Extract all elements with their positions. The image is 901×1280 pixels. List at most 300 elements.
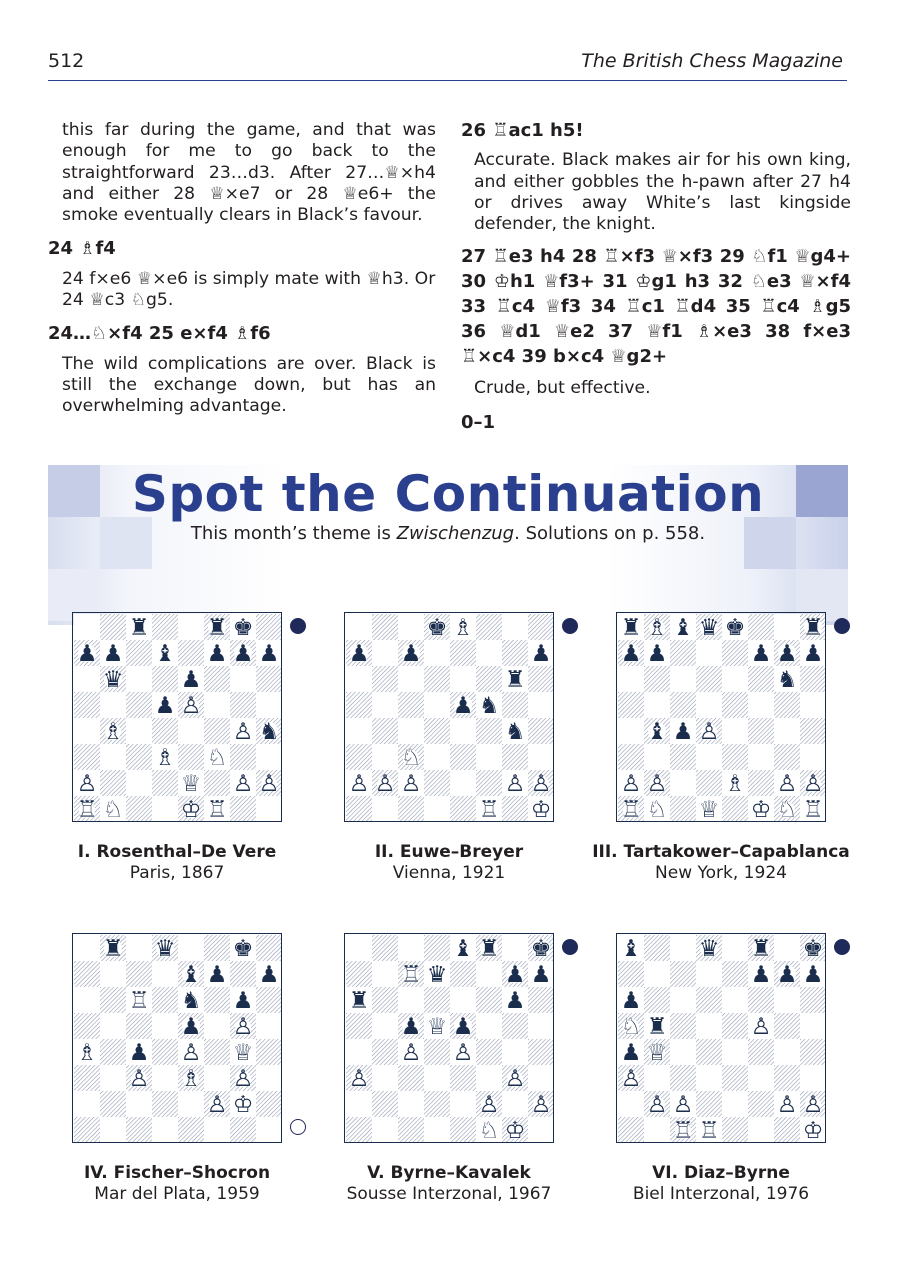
black-pawn-icon: ♟	[802, 962, 824, 988]
dark-square	[774, 1065, 800, 1091]
white-pawn-icon: ♙	[530, 771, 552, 797]
black-rook-icon: ♜	[750, 936, 772, 962]
white-knight-icon: ♘	[400, 745, 422, 771]
dark-square	[74, 692, 100, 718]
light-square	[372, 1117, 398, 1143]
light-square	[372, 796, 398, 822]
dark-square	[502, 692, 528, 718]
move-heading: 24…♘×f4 25 e×f4 ♗f6	[48, 323, 271, 345]
dark-square	[450, 961, 476, 987]
light-square	[748, 692, 774, 718]
light-square	[372, 640, 398, 666]
white-pawn-icon: ♙	[750, 1014, 772, 1040]
light-square	[100, 1117, 126, 1143]
white-pawn-icon: ♙	[620, 1066, 642, 1092]
white-pawn-icon: ♙	[180, 1040, 202, 1066]
light-square	[424, 692, 450, 718]
black-pawn-icon: ♟	[180, 1014, 202, 1040]
black-rook-icon: ♜	[620, 615, 642, 641]
dark-square	[152, 1091, 178, 1117]
black-bishop-icon: ♝	[180, 962, 202, 988]
dark-square	[74, 744, 100, 770]
dark-square	[670, 1013, 696, 1039]
dark-square	[748, 614, 774, 640]
light-square	[476, 961, 502, 987]
white-bishop-icon: ♗	[452, 615, 474, 641]
feature-banner	[48, 465, 848, 625]
diagram-title: V. Byrne–Kavalek	[367, 1163, 531, 1183]
dark-square	[748, 718, 774, 744]
dark-square	[126, 744, 152, 770]
light-square	[800, 1065, 826, 1091]
light-square	[644, 692, 670, 718]
light-square	[74, 1091, 100, 1117]
diagram-event: Vienna, 1921	[392, 863, 506, 883]
light-square	[74, 987, 100, 1013]
dark-square	[644, 987, 670, 1013]
white-rook-icon: ♖	[128, 988, 150, 1014]
dark-square	[100, 1039, 126, 1065]
black-rook-icon: ♜	[102, 936, 124, 962]
chess-board	[72, 612, 282, 822]
dark-square	[74, 961, 100, 987]
dark-square	[126, 1013, 152, 1039]
dark-square	[100, 987, 126, 1013]
dark-square	[74, 1065, 100, 1091]
light-square	[528, 1013, 554, 1039]
chess-board	[72, 933, 282, 1143]
dark-square	[372, 666, 398, 692]
light-square	[722, 987, 748, 1013]
black-to-move-icon	[562, 618, 578, 634]
black-pawn-icon: ♟	[348, 641, 370, 667]
black-pawn-icon: ♟	[258, 641, 280, 667]
feature-title: Spot the Continuation	[131, 465, 765, 523]
white-rook-icon: ♖	[76, 797, 98, 822]
black-pawn-icon: ♟	[646, 641, 668, 667]
dark-square	[204, 935, 230, 961]
black-bishop-icon: ♝	[646, 719, 668, 745]
dark-square	[774, 1013, 800, 1039]
light-square	[502, 935, 528, 961]
light-square	[450, 770, 476, 796]
black-rook-icon: ♜	[206, 615, 228, 641]
white-pawn-icon: ♙	[698, 719, 720, 745]
black-rook-icon: ♜	[478, 936, 500, 962]
dark-square	[204, 1039, 230, 1065]
light-square	[644, 1065, 670, 1091]
black-pawn-icon: ♟	[530, 641, 552, 667]
black-pawn-icon: ♟	[258, 962, 280, 988]
light-square	[476, 640, 502, 666]
light-square	[398, 935, 424, 961]
dark-square	[152, 1039, 178, 1065]
right-column	[461, 120, 851, 433]
dark-square	[178, 744, 204, 770]
dark-square	[346, 796, 372, 822]
dark-square	[346, 692, 372, 718]
light-square	[346, 935, 372, 961]
diagram-caption	[47, 842, 307, 884]
black-to-move-icon	[562, 939, 578, 955]
black-queen-icon: ♛	[154, 936, 176, 962]
dark-square	[800, 666, 826, 692]
dark-square	[126, 692, 152, 718]
dark-square	[230, 1117, 256, 1143]
dark-square	[528, 1039, 554, 1065]
dark-square	[670, 744, 696, 770]
light-square	[774, 1039, 800, 1065]
theme-name: Zwischenzug	[396, 523, 515, 544]
dark-square	[450, 1065, 476, 1091]
black-bishop-icon: ♝	[620, 936, 642, 962]
light-square	[152, 796, 178, 822]
light-square	[398, 614, 424, 640]
dark-square	[722, 1013, 748, 1039]
light-square	[670, 770, 696, 796]
dark-square	[696, 1039, 722, 1065]
dark-square	[696, 770, 722, 796]
white-pawn-icon: ♙	[530, 1092, 552, 1118]
light-square	[126, 666, 152, 692]
dark-square	[748, 1091, 774, 1117]
white-queen-icon: ♕	[426, 1014, 448, 1040]
dark-square	[450, 744, 476, 770]
light-square	[126, 935, 152, 961]
black-pawn-icon: ♟	[750, 641, 772, 667]
dark-square	[178, 640, 204, 666]
dark-square	[424, 935, 450, 961]
white-pawn-icon: ♙	[128, 1066, 150, 1092]
black-knight-icon: ♞	[776, 667, 798, 693]
white-pawn-icon: ♙	[452, 1040, 474, 1066]
light-square	[346, 718, 372, 744]
dark-square	[502, 796, 528, 822]
dark-square	[230, 796, 256, 822]
white-king-icon: ♔	[802, 1118, 824, 1143]
diagram-event: New York, 1924	[655, 863, 787, 883]
paragraph: Accurate. Black makes air for his own king, and either gobbles the h-pawn after 27 h4 or drives away White’s last kingside defender, the knight.	[474, 150, 851, 235]
page-number: 512	[48, 50, 85, 72]
light-square	[100, 1065, 126, 1091]
diagram-caption	[319, 1163, 579, 1205]
black-king-icon: ♚	[530, 936, 552, 962]
dark-square	[450, 796, 476, 822]
light-square	[696, 961, 722, 987]
dark-square	[722, 796, 748, 822]
black-pawn-icon: ♟	[452, 1014, 474, 1040]
diagram-event: Mar del Plata, 1959	[94, 1184, 260, 1204]
dark-square	[398, 796, 424, 822]
black-pawn-icon: ♟	[530, 962, 552, 988]
light-square	[618, 666, 644, 692]
dark-square	[100, 770, 126, 796]
chess-board	[344, 612, 554, 822]
white-pawn-icon: ♙	[620, 771, 642, 797]
black-pawn-icon: ♟	[672, 719, 694, 745]
white-rook-icon: ♖	[698, 1118, 720, 1143]
black-pawn-icon: ♟	[400, 641, 422, 667]
dark-square	[372, 614, 398, 640]
light-square	[450, 666, 476, 692]
dark-square	[696, 1091, 722, 1117]
light-square	[346, 666, 372, 692]
dark-square	[618, 692, 644, 718]
white-pawn-icon: ♙	[348, 771, 370, 797]
black-king-icon: ♚	[232, 615, 254, 641]
light-square	[126, 1091, 152, 1117]
light-square	[256, 744, 282, 770]
dark-square	[722, 1117, 748, 1143]
white-bishop-icon: ♗	[102, 719, 124, 745]
dark-square	[528, 987, 554, 1013]
black-rook-icon: ♜	[504, 667, 526, 693]
light-square	[256, 796, 282, 822]
dark-square	[372, 718, 398, 744]
black-king-icon: ♚	[724, 615, 746, 641]
dark-square	[346, 961, 372, 987]
light-square	[774, 935, 800, 961]
light-square	[476, 1013, 502, 1039]
light-square	[450, 718, 476, 744]
dark-square	[346, 744, 372, 770]
light-square	[152, 1013, 178, 1039]
dark-square	[204, 770, 230, 796]
light-square	[372, 744, 398, 770]
white-king-icon: ♔	[530, 797, 552, 822]
light-square	[398, 1091, 424, 1117]
dark-square	[152, 614, 178, 640]
dark-square	[670, 961, 696, 987]
light-square	[256, 692, 282, 718]
light-square	[424, 796, 450, 822]
light-square	[450, 1091, 476, 1117]
dark-square	[774, 744, 800, 770]
dark-square	[696, 987, 722, 1013]
dark-square	[528, 666, 554, 692]
dark-square	[74, 1013, 100, 1039]
black-king-icon: ♚	[802, 936, 824, 962]
page-header	[48, 50, 847, 81]
light-square	[346, 614, 372, 640]
white-pawn-icon: ♙	[400, 771, 422, 797]
dark-square	[450, 1117, 476, 1143]
light-square	[696, 1065, 722, 1091]
black-pawn-icon: ♟	[180, 667, 202, 693]
dark-square	[152, 666, 178, 692]
diagram-event: Paris, 1867	[129, 863, 225, 883]
dark-square	[748, 770, 774, 796]
dark-square	[256, 1039, 282, 1065]
white-pawn-icon: ♙	[504, 771, 526, 797]
light-square	[346, 1039, 372, 1065]
white-knight-icon: ♘	[478, 1118, 500, 1143]
dark-square	[528, 614, 554, 640]
white-king-icon: ♔	[180, 797, 202, 822]
light-square	[372, 692, 398, 718]
white-bishop-icon: ♗	[154, 745, 176, 771]
diagram-caption	[319, 842, 579, 884]
light-square	[256, 1065, 282, 1091]
light-square	[100, 744, 126, 770]
light-square	[670, 935, 696, 961]
light-square	[722, 1091, 748, 1117]
light-square	[618, 718, 644, 744]
dark-square	[774, 692, 800, 718]
dark-square	[722, 961, 748, 987]
dark-square	[398, 1117, 424, 1143]
dark-square	[722, 744, 748, 770]
light-square	[696, 640, 722, 666]
white-king-icon: ♔	[232, 1092, 254, 1118]
dark-square	[424, 1091, 450, 1117]
dark-square	[450, 640, 476, 666]
black-rook-icon: ♜	[646, 1014, 668, 1040]
dark-square	[100, 614, 126, 640]
light-square	[178, 935, 204, 961]
dark-square	[230, 961, 256, 987]
dark-square	[398, 692, 424, 718]
light-square	[696, 692, 722, 718]
paragraph: Crude, but effective.	[474, 378, 651, 399]
dark-square	[398, 1065, 424, 1091]
light-square	[256, 1117, 282, 1143]
dark-square	[748, 987, 774, 1013]
dark-square	[100, 1091, 126, 1117]
black-knight-icon: ♞	[180, 988, 202, 1014]
dark-square	[372, 1039, 398, 1065]
dark-square	[178, 1117, 204, 1143]
white-queen-icon: ♕	[646, 1040, 668, 1066]
black-queen-icon: ♛	[426, 962, 448, 988]
dark-square	[476, 987, 502, 1013]
dark-square	[256, 666, 282, 692]
move-sequence: 27 ♖e3 h4 28 ♖×f3 ♕×f3 29 ♘f1 ♕g4+ 30 ♔h1 ♕f3+ 31 ♔g1 h3 32 ♘e3 ♕×f4 33 ♖c4 ♕f3 34 ♖c1 ♖d4 35 ♖c4 ♗g5 36 ♕d1 ♕e2 37 ♕f1 ♗×e3 38 f×e3 ♖×c4 39 b×c4 ♕g2+	[461, 246, 851, 368]
dark-square	[800, 718, 826, 744]
light-square	[424, 744, 450, 770]
light-square	[528, 1065, 554, 1091]
light-square	[346, 1091, 372, 1117]
dark-square	[424, 987, 450, 1013]
light-square	[204, 1117, 230, 1143]
light-square	[670, 666, 696, 692]
dark-square	[722, 1065, 748, 1091]
dark-square	[528, 718, 554, 744]
black-to-move-icon	[834, 618, 850, 634]
white-knight-icon: ♘	[102, 797, 124, 822]
light-square	[126, 718, 152, 744]
white-pawn-icon: ♙	[400, 1040, 422, 1066]
black-pawn-icon: ♟	[504, 988, 526, 1014]
black-pawn-icon: ♟	[452, 693, 474, 719]
white-bishop-icon: ♗	[180, 1066, 202, 1092]
white-pawn-icon: ♙	[478, 1092, 500, 1118]
light-square	[74, 666, 100, 692]
dark-square	[372, 935, 398, 961]
light-square	[178, 614, 204, 640]
light-square	[100, 1013, 126, 1039]
paragraph: this far during the game, and that was enough for me to go back to the straightforward 23…d3. After 27…♕×h4 and either 28 ♕×e7 or 28 ♕e6+ the smoke eventually clears in Black’s favour.	[62, 120, 436, 226]
black-rook-icon: ♜	[128, 615, 150, 641]
light-square	[644, 1117, 670, 1143]
black-pawn-icon: ♟	[776, 641, 798, 667]
light-square	[528, 692, 554, 718]
light-square	[100, 692, 126, 718]
magazine-title: The British Chess Magazine	[581, 50, 843, 72]
light-square	[722, 935, 748, 961]
dark-square	[346, 1117, 372, 1143]
light-square	[204, 1013, 230, 1039]
light-square	[398, 987, 424, 1013]
light-square	[398, 718, 424, 744]
light-square	[74, 614, 100, 640]
chess-board	[344, 933, 554, 1143]
dark-square	[670, 1065, 696, 1091]
dark-square	[372, 987, 398, 1013]
light-square	[204, 692, 230, 718]
dark-square	[476, 770, 502, 796]
white-rook-icon: ♖	[478, 797, 500, 822]
light-square	[424, 1065, 450, 1091]
white-rook-icon: ♖	[620, 797, 642, 822]
white-pawn-icon: ♙	[776, 771, 798, 797]
black-rook-icon: ♜	[802, 615, 824, 641]
black-pawn-icon: ♟	[400, 1014, 422, 1040]
black-queen-icon: ♛	[698, 936, 720, 962]
black-king-icon: ♚	[426, 615, 448, 641]
dark-square	[204, 987, 230, 1013]
dark-square	[670, 692, 696, 718]
light-square	[774, 718, 800, 744]
white-to-move-icon	[290, 1119, 306, 1135]
light-square	[528, 1117, 554, 1143]
light-square	[800, 744, 826, 770]
dark-square	[722, 692, 748, 718]
black-pawn-icon: ♟	[128, 1040, 150, 1066]
light-square	[502, 1091, 528, 1117]
light-square	[644, 961, 670, 987]
dark-square	[152, 770, 178, 796]
black-pawn-icon: ♟	[504, 962, 526, 988]
white-pawn-icon: ♙	[232, 719, 254, 745]
white-pawn-icon: ♙	[504, 1066, 526, 1092]
dark-square	[476, 1039, 502, 1065]
black-pawn-icon: ♟	[620, 988, 642, 1014]
black-queen-icon: ♛	[102, 667, 124, 693]
white-pawn-icon: ♙	[232, 1066, 254, 1092]
dark-square	[424, 1039, 450, 1065]
black-pawn-icon: ♟	[206, 962, 228, 988]
black-pawn-icon: ♟	[102, 641, 124, 667]
light-square	[722, 1039, 748, 1065]
dark-square	[256, 614, 282, 640]
dark-square	[424, 770, 450, 796]
white-knight-icon: ♘	[646, 797, 668, 822]
light-square	[748, 1065, 774, 1091]
dark-square	[670, 640, 696, 666]
dark-square	[256, 1091, 282, 1117]
white-knight-icon: ♘	[776, 797, 798, 822]
chess-board	[616, 612, 826, 822]
white-pawn-icon: ♙	[776, 1092, 798, 1118]
light-square	[152, 1117, 178, 1143]
light-square	[800, 1013, 826, 1039]
dark-square	[256, 987, 282, 1013]
dark-square	[424, 718, 450, 744]
light-square	[230, 666, 256, 692]
dark-square	[204, 718, 230, 744]
light-square	[722, 666, 748, 692]
